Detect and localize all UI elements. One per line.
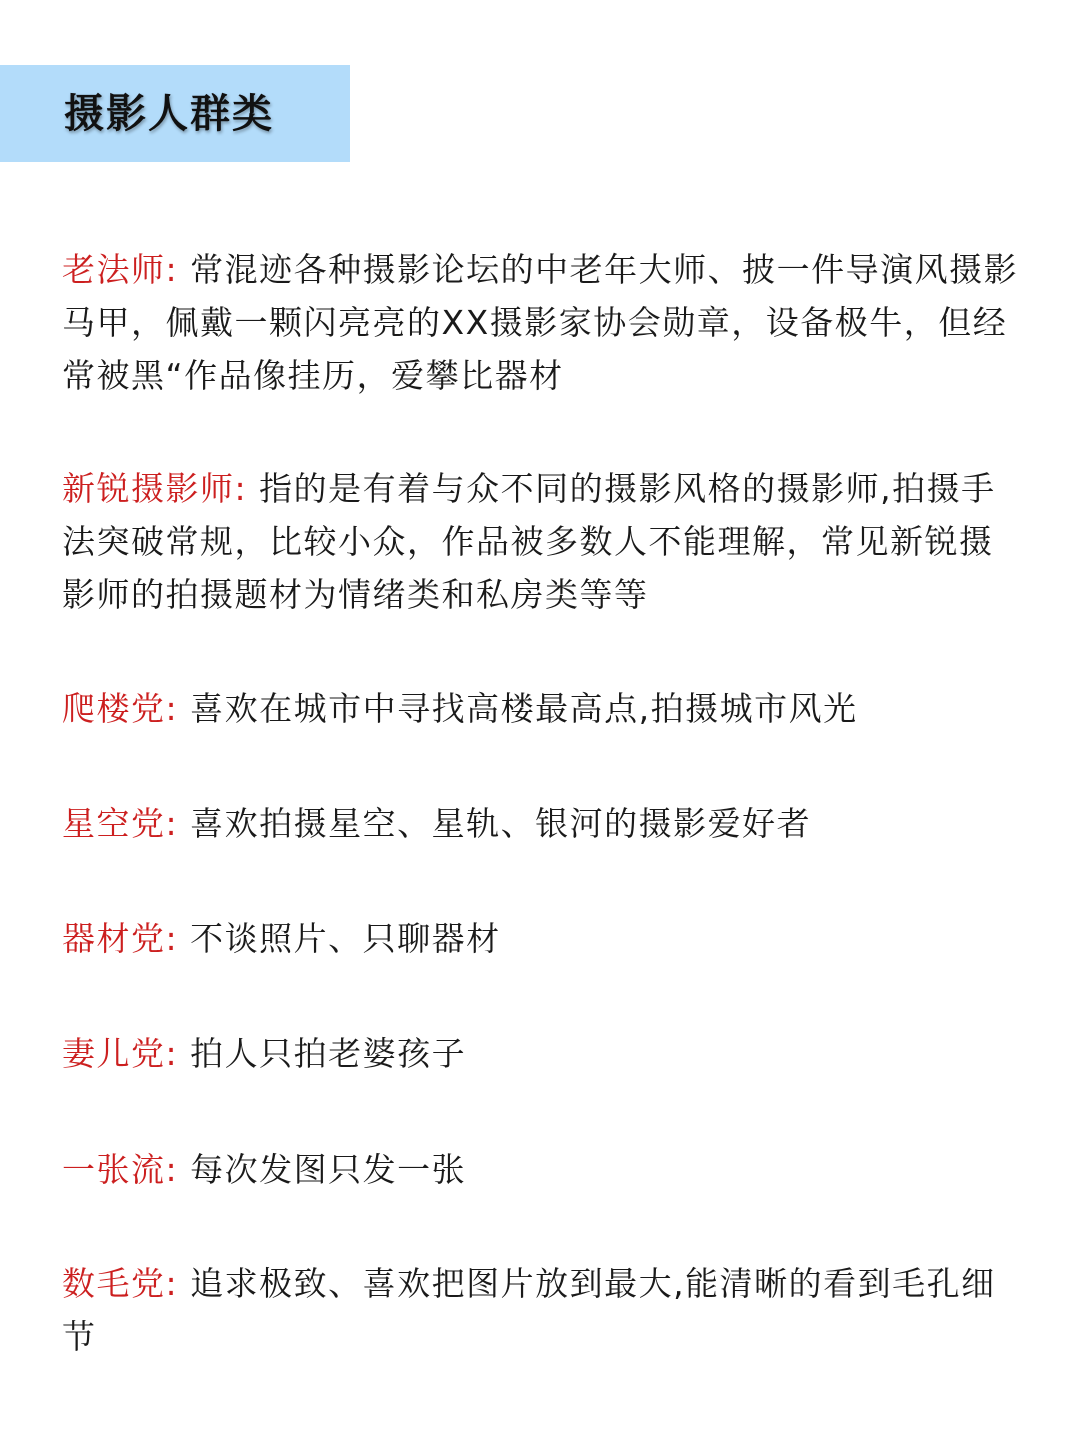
entry-description: 喜欢拍摄星空、星轨、银河的摄影爱好者 xyxy=(190,804,812,843)
entry-qi-cai-dang xyxy=(62,912,1022,965)
entry-term: 爬楼党: xyxy=(62,689,179,728)
entry-term: 妻儿党: xyxy=(62,1034,179,1073)
entry-description: 追求极致、喜欢把图片放到最大,能清晰的看到毛孔细节 xyxy=(62,1264,996,1356)
title-banner xyxy=(0,65,350,162)
entry-term: 数毛党: xyxy=(62,1264,179,1303)
page-title: 摄影人群类 xyxy=(64,90,274,137)
entry-term: 老法师: xyxy=(62,250,179,289)
entry-description: 拍人只拍老婆孩子 xyxy=(190,1034,467,1073)
entry-description: 喜欢在城市中寻找高楼最高点,拍摄城市风光 xyxy=(190,689,858,728)
entry-term: 星空党: xyxy=(62,804,179,843)
entry-description: 每次发图只发一张 xyxy=(190,1150,467,1189)
entry-description: 不谈照片、只聊器材 xyxy=(190,919,501,958)
entry-term: 一张流: xyxy=(62,1150,179,1189)
entry-pa-lou-dang xyxy=(62,682,1022,735)
entry-lao-fa-shi xyxy=(62,243,1022,402)
entry-xing-kong-dang xyxy=(62,797,1022,850)
entry-term: 新锐摄影师: xyxy=(62,469,248,508)
entry-term: 器材党: xyxy=(62,919,179,958)
entry-description: 常混迹各种摄影论坛的中老年大师、披一件导演风摄影马甲，佩戴一颗闪亮亮的XX摄影家协会勋章，设备极牛，但经常被黑“作品像挂历，爱攀比器材 xyxy=(62,250,1019,395)
entry-qi-er-dang xyxy=(62,1027,1022,1080)
entry-yi-zhang-liu xyxy=(62,1143,1022,1196)
entry-shu-mao-dang xyxy=(62,1257,1022,1363)
entry-xin-rui-she-ying-shi xyxy=(62,462,1022,621)
entry-description: 指的是有着与众不同的摄影风格的摄影师,拍摄手法突破常规，比较小众，作品被多数人不能理解，常见新锐摄影师的拍摄题材为情绪类和私房类等等 xyxy=(62,469,996,614)
